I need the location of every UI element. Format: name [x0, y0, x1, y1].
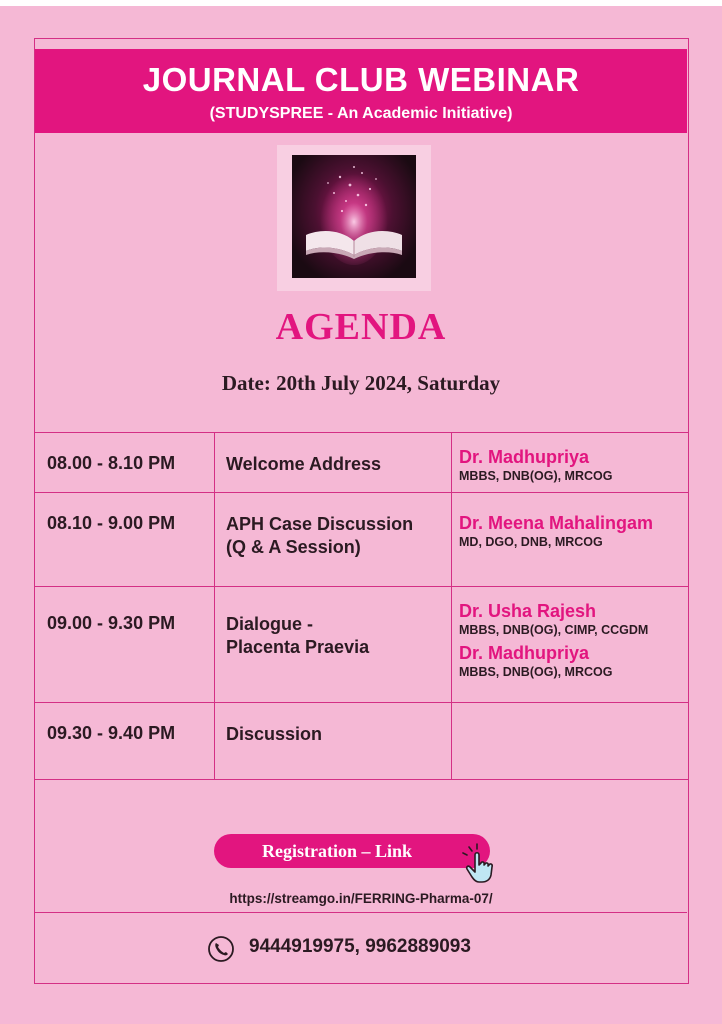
speaker-qualifications: MBBS, DNB(OG), MRCOG — [459, 469, 613, 483]
session-topic-line: (Q & A Session) — [226, 537, 361, 557]
session-speakers — [452, 587, 689, 703]
session-speakers — [452, 703, 689, 780]
session-topic — [215, 587, 452, 703]
session-time: 08.00 - 8.10 PM — [35, 433, 215, 493]
session-topic-line: Discussion — [226, 724, 323, 744]
session-topic-line: Welcome Address — [226, 454, 382, 474]
speaker-qualifications: MD, DGO, DNB, MRCOG — [459, 535, 603, 549]
phone-icon — [207, 935, 235, 963]
session-time: 09.30 - 9.40 PM — [35, 703, 215, 780]
open-book-image — [292, 155, 416, 278]
speaker-qualifications: MBBS, DNB(OG), CIMP, CCGDM — [459, 623, 649, 637]
speaker-name: Dr. Madhupriya — [459, 643, 590, 663]
registration-link-button[interactable]: Registration – Link — [214, 834, 490, 868]
header-banner — [35, 49, 687, 133]
table-row — [35, 433, 689, 493]
registration-url[interactable]: https://streamgo.in/FERRING-Pharma-07/ — [229, 891, 493, 906]
flyer-frame — [34, 38, 689, 984]
speaker-name: Dr. Usha Rajesh — [459, 601, 597, 621]
footer-divider — [35, 912, 687, 913]
speaker-name: Dr. Madhupriya — [459, 447, 590, 467]
table-row — [35, 703, 689, 780]
table-row — [35, 587, 689, 703]
agenda-heading: AGENDA — [275, 306, 447, 348]
session-time: 08.10 - 9.00 PM — [35, 493, 215, 587]
session-speakers — [452, 433, 689, 493]
hand-pointer-icon — [455, 839, 501, 885]
agenda-table — [34, 432, 689, 780]
webinar-subtitle: (STUDYSPREE - An Academic Initiative) — [209, 105, 513, 122]
speaker-qualifications: MBBS, DNB(OG), MRCOG — [459, 665, 613, 679]
session-topic-line: APH Case Discussion — [226, 514, 414, 534]
speaker-name: Dr. Meena Mahalingam — [459, 513, 654, 533]
session-topic-line: Dialogue - — [226, 614, 314, 634]
event-date: Date: 20th July 2024, Saturday — [221, 371, 501, 395]
session-time: 09.00 - 9.30 PM — [35, 587, 215, 703]
table-row — [35, 493, 689, 587]
webinar-title: JOURNAL CLUB WEBINAR — [142, 61, 580, 98]
session-topic — [215, 703, 452, 780]
session-speakers — [452, 493, 689, 587]
session-topic — [215, 433, 452, 493]
session-topic — [215, 493, 452, 587]
book-image-frame — [277, 145, 431, 291]
contact-phone-numbers: 9444919975, 9962889093 — [249, 936, 471, 957]
top-strip — [0, 0, 722, 6]
session-topic-line: Placenta Praevia — [226, 637, 370, 657]
